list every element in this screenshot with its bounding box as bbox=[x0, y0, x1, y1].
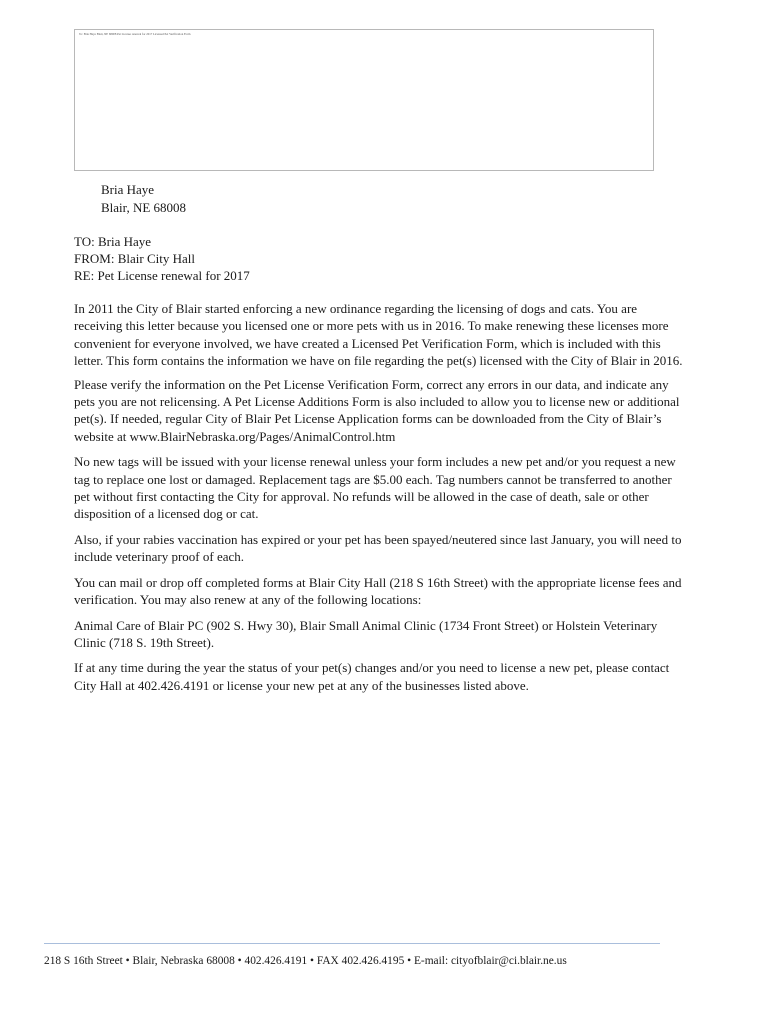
letterhead-box bbox=[74, 29, 654, 171]
paragraph-rabies: Also, if your rabies vaccination has expired or your pet has been spayed/neutered since last January, you will need to include veterinary proof of each. bbox=[74, 531, 682, 565]
paragraph-locations: Animal Care of Blair PC (902 S. Hwy 30), Blair Small Animal Clinic (1734 Front Street) or Holstein Veterinary Clinic (718 S. 19th Street). bbox=[74, 617, 658, 650]
letterhead-caption: To: Bria Haye Blair, NE 68008 Pet License renewal for 2017 Licensed Pet Verification Form bbox=[79, 32, 191, 36]
recipient-city: Blair, NE 68008 bbox=[101, 200, 187, 215]
paragraph-tags: No new tags will be issued with your license renewal unless your form includes a new pet and/or you request a new tag to replace one lost or damaged. Replacement tags are $5.00 each. Tag numbers cannot be transferred to another pet without first contacting the City for approval. No refunds will be allowed in the case of death, sale or other disposition of a licensed dog or cat. bbox=[74, 454, 676, 522]
memo-header bbox=[74, 233, 250, 284]
paragraph-contact: If at any time during the year the status of your pet(s) changes and/or you need to license a new pet, please contact City Hall at 402.426.4191 or license your new pet at any of the businesses listed above. bbox=[74, 660, 670, 693]
paragraph-intro: In 2011 the City of Blair started enforcing a new ordinance regarding the licensing of dogs and cats. You are receiving this letter because you licensed one or more pets with us in 2016. To make renewing these licenses more convenient for everyone involved, we have created a Licensed Pet Verification Form, which is included with this letter. This form contains the information we have on file regarding the pet(s) licensed with the City of Blair in 2016. bbox=[74, 301, 683, 369]
paragraph-mail: You can mail or drop off completed forms at Blair City Hall (218 S 16th Street) with the appropriate license fees and verification. You may also renew at any of the following locations: bbox=[74, 574, 682, 608]
footer-contact: 218 S 16th Street • Blair, Nebraska 68008 • 402.426.4191 • FAX 402.426.4195 • E-mail: cityofblair@ci.blair.ne.us bbox=[44, 955, 567, 967]
memo-re: RE: Pet License renewal for 2017 bbox=[74, 268, 250, 283]
letter-body bbox=[74, 300, 684, 702]
memo-from: FROM: Blair City Hall bbox=[74, 251, 195, 266]
paragraph-verify: Please verify the information on the Pet License Verification Form, correct any errors in our data, and indicate any pets you are not relicensing. A Pet License Additions Form is also included to allow you to license new or additional pet(s). If needed, regular City of Blair Pet License Application forms can be downloaded from the City of Blair’s website at www.BlairNebraska.org/Pages/AnimalControl.htm bbox=[74, 376, 680, 444]
recipient-name: Bria Haye bbox=[101, 182, 155, 197]
recipient-address bbox=[101, 181, 186, 217]
memo-to: TO: Bria Haye bbox=[74, 234, 152, 249]
footer-divider bbox=[44, 943, 660, 944]
